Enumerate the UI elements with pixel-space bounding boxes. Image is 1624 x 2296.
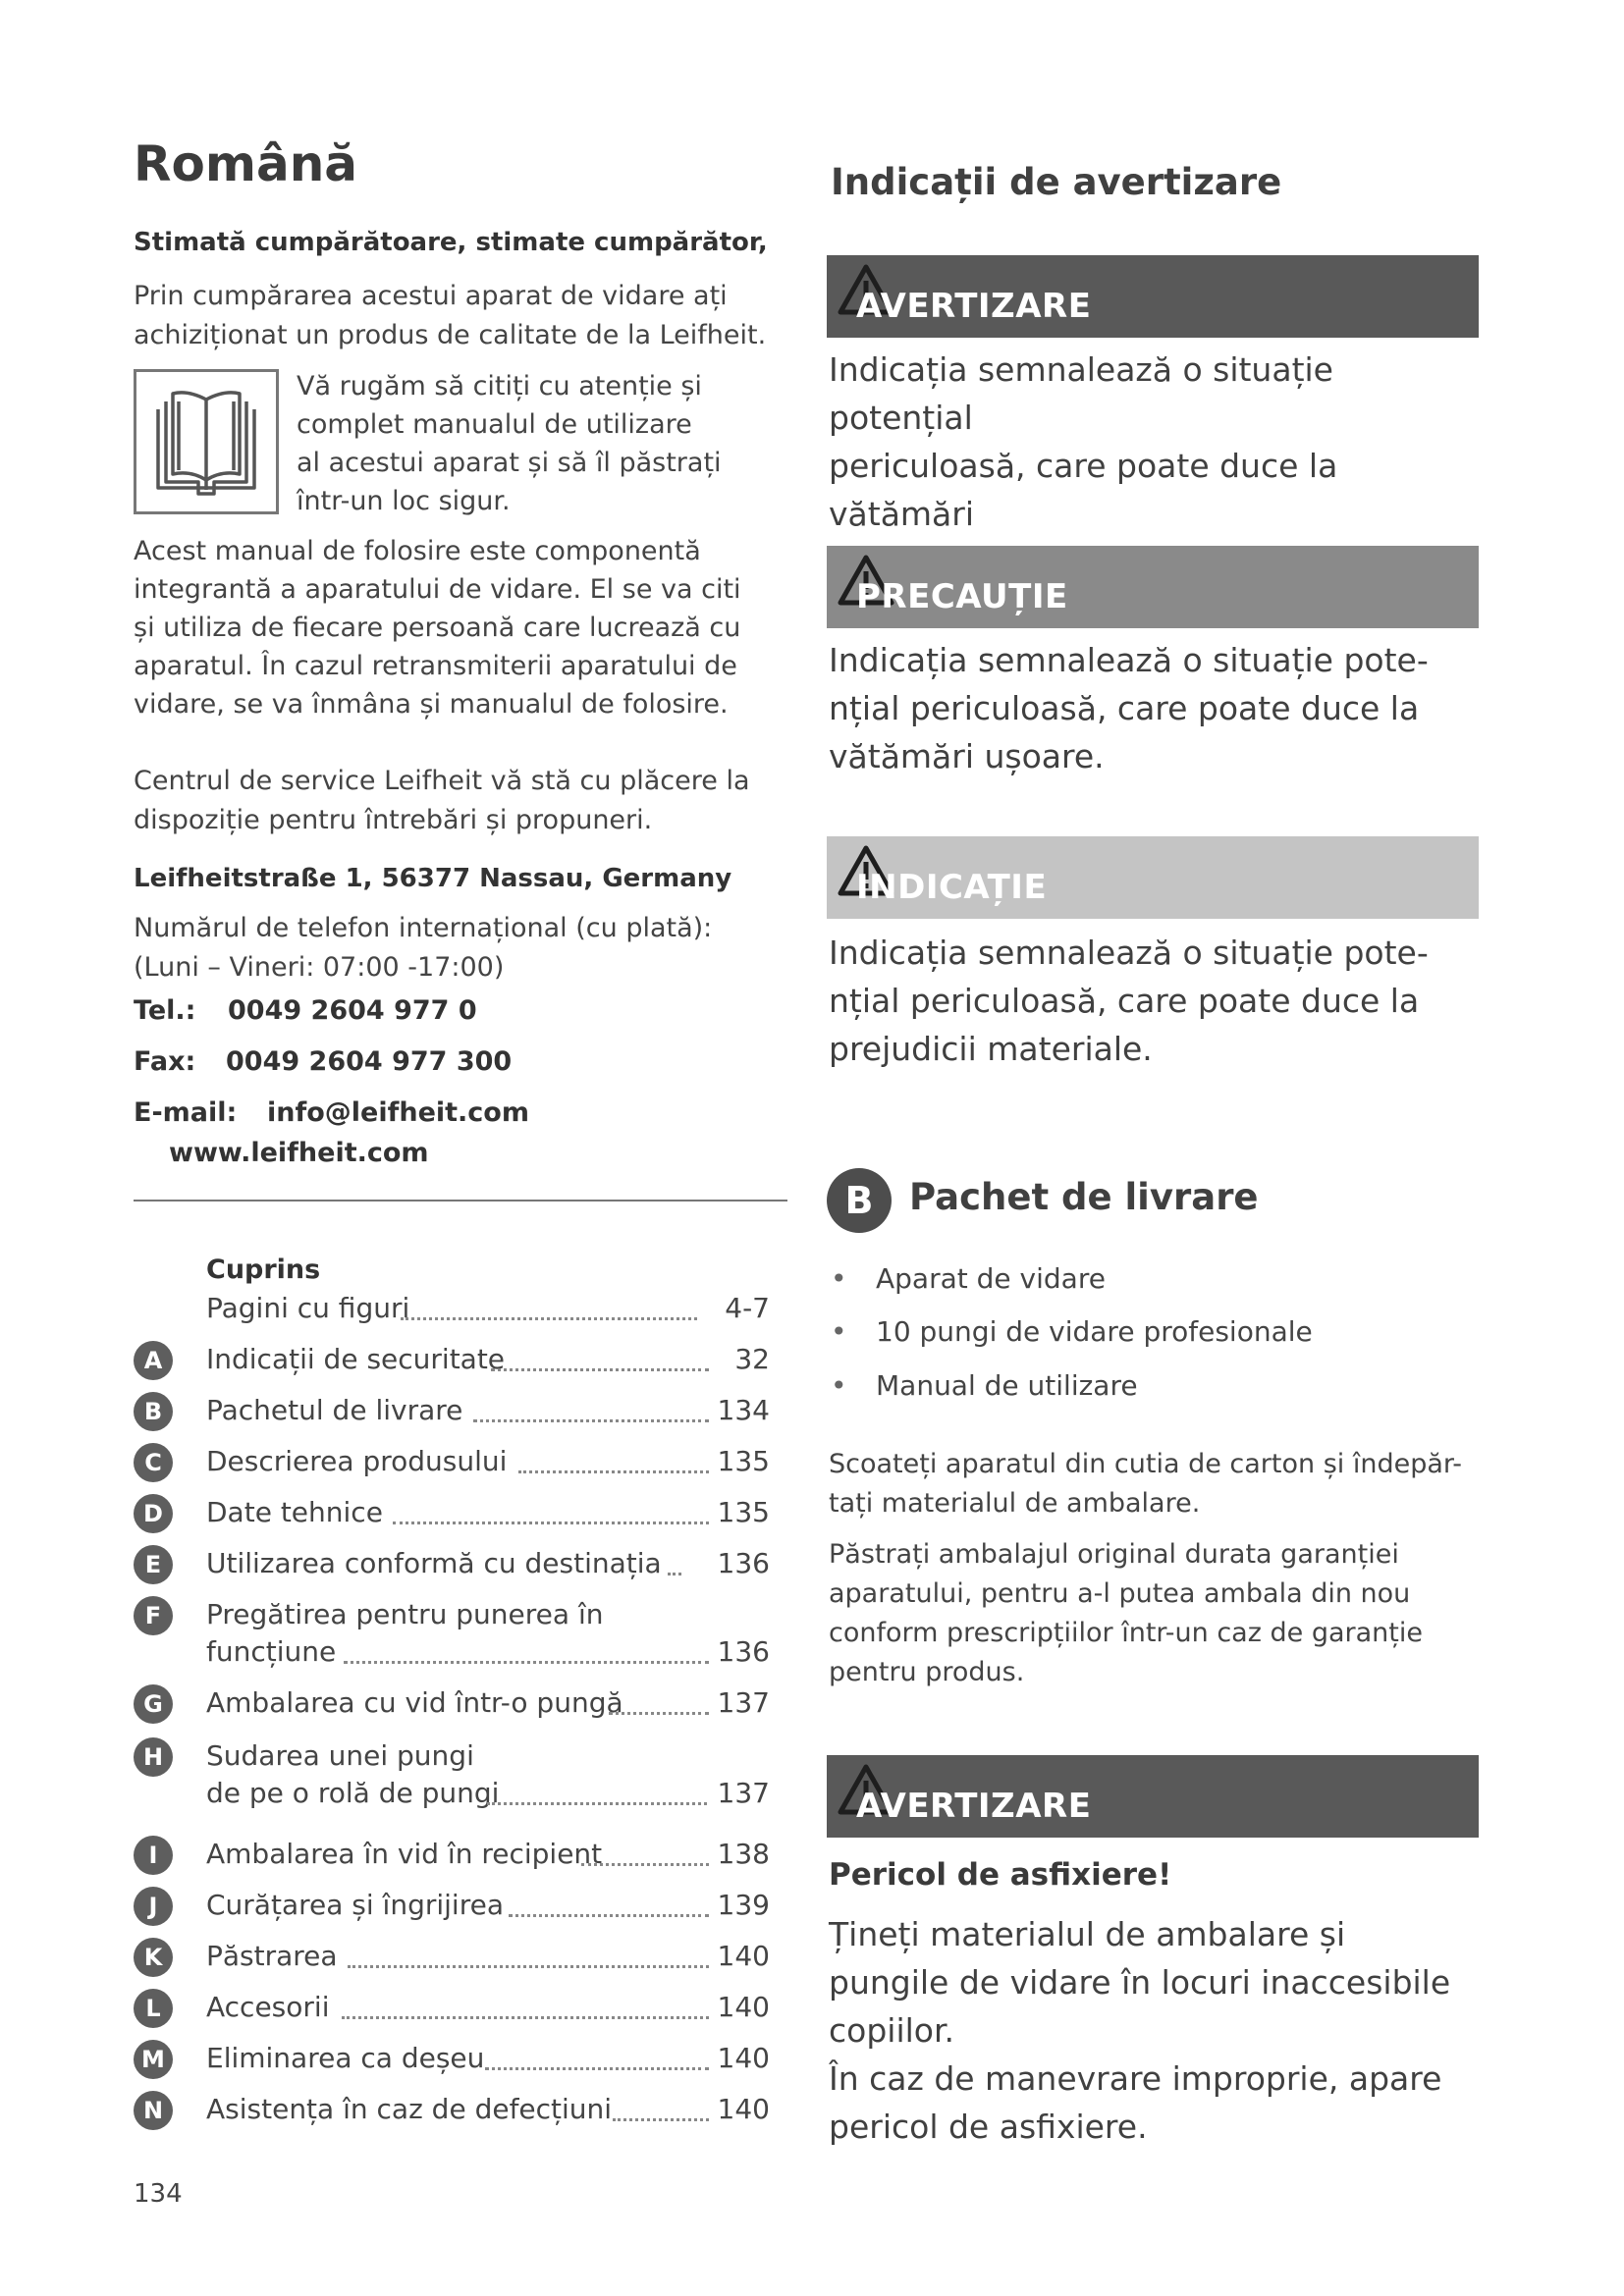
toc-page-number: 140 xyxy=(717,1940,770,1972)
toc-label: Date tehnice xyxy=(206,1496,383,1528)
email-link[interactable]: info@leifheit.com xyxy=(267,1097,529,1128)
toc-title: Cuprins xyxy=(206,1255,321,1285)
section-badge: J xyxy=(134,1887,173,1926)
packaging-text: Păstrați ambalajul original durata garanției aparatului, pentru a-l putea ambala din nou conform prescripțiilor într-un caz de garanție pentru produs. xyxy=(829,1539,1423,1687)
toc-label: Curățarea și îngrijirea xyxy=(206,1889,504,1921)
dot-leader xyxy=(473,1419,709,1422)
warning-bar xyxy=(827,1755,1479,1838)
dot-leader xyxy=(344,1661,709,1664)
toc-entry[interactable] xyxy=(134,1940,770,1977)
caution-bar xyxy=(827,546,1479,628)
toc-label: Eliminarea ca deșeu xyxy=(206,2042,485,2074)
toc-label: Utilizarea conformă cu destinația xyxy=(206,1547,662,1579)
fax-row: Fax: 0049 2604 977 300 xyxy=(134,1046,513,1077)
dot-leader xyxy=(509,1914,709,1917)
toc-page-number: 135 xyxy=(717,1445,770,1477)
toc-page-number: 135 xyxy=(717,1496,770,1528)
toc-entry[interactable] xyxy=(134,1598,770,1673)
intro-text: Prin cumpărarea acestui aparat de vidare ați achiziționat un produs de calitate de la Leifheit. xyxy=(134,281,767,350)
section-badge: B xyxy=(827,1168,892,1233)
warnings-heading: Indicații de avertizare xyxy=(831,161,1282,203)
dot-leader xyxy=(613,2118,709,2121)
section-badge: E xyxy=(134,1545,173,1584)
warning-label: AVERTIZARE xyxy=(856,287,1092,326)
toc-entry[interactable] xyxy=(134,2042,770,2079)
toc-entry[interactable] xyxy=(134,1343,770,1380)
toc-entry[interactable] xyxy=(134,1686,770,1724)
dot-leader xyxy=(518,1470,709,1473)
toc-entry[interactable] xyxy=(134,1496,770,1533)
section-badge: A xyxy=(134,1341,173,1380)
section-badge: B xyxy=(134,1392,173,1431)
toc-label: Păstrarea xyxy=(206,1940,338,1972)
toc-page-number: 138 xyxy=(717,1838,770,1870)
toc-page-number: 32 xyxy=(734,1343,770,1375)
greeting: Stimată cumpărătoare, stimate cumpărător, xyxy=(134,228,768,257)
page-number: 134 xyxy=(134,2179,183,2209)
toc-page-number: 4-7 xyxy=(725,1292,770,1324)
toc-entry[interactable] xyxy=(134,1838,770,1875)
toc-label: Accesorii xyxy=(206,1991,330,2023)
fax-number: 0049 2604 977 300 xyxy=(226,1046,513,1077)
section-badge: H xyxy=(134,1737,173,1777)
bullet-icon: • xyxy=(831,1262,847,1295)
dot-leader xyxy=(401,1317,697,1320)
toc-label: Asistența în caz de defecțiuni xyxy=(206,2093,613,2125)
notice-bar xyxy=(827,836,1479,919)
toc-label: Pregătirea pentru punerea în xyxy=(206,1598,604,1630)
warning-label: AVERTIZARE xyxy=(856,1787,1092,1826)
section-badge: K xyxy=(134,1938,173,1977)
dot-leader xyxy=(668,1573,681,1575)
section-badge: F xyxy=(134,1596,173,1635)
dot-leader xyxy=(393,1522,709,1524)
section-badge: N xyxy=(134,2091,173,2130)
section-badge: G xyxy=(134,1684,173,1724)
toc-label: Pagini cu figuri xyxy=(206,1292,410,1324)
toc-label: funcțiune xyxy=(206,1635,337,1668)
toc-page-number: 134 xyxy=(717,1394,770,1426)
toc-entry[interactable] xyxy=(134,1889,770,1926)
service-text: Centrul de service Leifheit vă stă cu plăcere la dispoziție pentru întrebări și propuneri. xyxy=(134,766,750,835)
toc-page-number: 136 xyxy=(717,1635,770,1668)
section-title: Pachet de livrare xyxy=(909,1176,1259,1218)
toc-page-number: 140 xyxy=(717,1991,770,2023)
section-badge: M xyxy=(134,2040,173,2079)
toc-page-number: 140 xyxy=(717,2093,770,2125)
notice-label: INDICAȚIE xyxy=(856,868,1048,907)
toc-label: Descrierea produsului xyxy=(206,1445,508,1477)
dot-leader xyxy=(485,2067,709,2070)
page-title: Română xyxy=(134,135,358,192)
toc-entry[interactable] xyxy=(134,1445,770,1482)
toc-entry[interactable] xyxy=(134,1292,770,1329)
toc-entry[interactable] xyxy=(134,2093,770,2130)
dot-leader xyxy=(342,2016,709,2019)
toc-page-number: 139 xyxy=(717,1889,770,1921)
toc-label: Pachetul de livrare xyxy=(206,1394,463,1426)
dot-leader xyxy=(487,1802,707,1805)
company-address: Leifheitstraße 1, 56377 Nassau, Germany xyxy=(134,864,732,893)
toc-page-number: 137 xyxy=(717,1777,770,1809)
section-badge: I xyxy=(134,1836,173,1875)
section-badge: C xyxy=(134,1443,173,1482)
dot-leader xyxy=(491,1368,709,1371)
toc-label: de pe o rolă de pungi xyxy=(206,1777,500,1809)
notice-description: Indicația semnalează o situație pote- nțial periculoasă, care poate duce la prejudicii materiale. xyxy=(829,934,1429,1068)
phone-info: Numărul de telefon internațional (cu plată): (Luni – Vineri: 07:00 -17:00) xyxy=(134,913,713,983)
bullet-icon: • xyxy=(831,1369,847,1402)
toc-entry[interactable] xyxy=(134,1739,770,1814)
manual-notice-text: Acest manual de folosire este componentă integrantă a aparatului de vidare. El se va citi și utiliza de fiecare persoană care lucrează cu aparatul. În cazul retransmiterii aparatului de vidare, se va înmâna și manualul de folosire. xyxy=(134,536,741,720)
dot-leader xyxy=(609,1712,709,1715)
toc-entry[interactable] xyxy=(134,1394,770,1431)
toc-page-number: 136 xyxy=(717,1547,770,1579)
section-divider xyxy=(134,1200,787,1201)
toc-label: Ambalarea în vid în recipient xyxy=(206,1838,603,1870)
caution-label: PRECAUȚIE xyxy=(856,577,1068,616)
open-book-icon xyxy=(134,369,279,514)
caution-description: Indicația semnalează o situație pote- nțial periculoasă, care poate duce la vătămări ușoare. xyxy=(829,641,1429,775)
section-badge: D xyxy=(134,1494,173,1533)
dot-leader xyxy=(581,1863,709,1866)
tel-row: Tel.: 0049 2604 977 0 xyxy=(134,995,477,1026)
dot-leader xyxy=(348,1965,709,1968)
toc-label: Indicații de securitate xyxy=(206,1343,506,1375)
toc-entry[interactable] xyxy=(134,1991,770,2028)
section-badge: L xyxy=(134,1989,173,2028)
toc-entry[interactable] xyxy=(134,1547,770,1584)
toc-label: Sudarea unei pungi xyxy=(206,1739,474,1772)
warning-description: Indicația semnalează o situație potențial periculoasă, care poate duce la vătămări xyxy=(829,350,1338,533)
warning-bar xyxy=(827,255,1479,338)
website-link[interactable]: www.leifheit.com xyxy=(169,1138,429,1168)
bullet-icon: • xyxy=(831,1315,847,1348)
danger-description: Țineți materialul de ambalare și pungile de vidare în locuri inaccesibile copiilor. În caz de manevrare improprie, apare pericol de asfixiere. xyxy=(829,1915,1451,2146)
tel-number: 0049 2604 977 0 xyxy=(228,995,477,1026)
toc-label: Ambalarea cu vid într-o pungă xyxy=(206,1686,623,1719)
toc-page-number: 137 xyxy=(717,1686,770,1719)
read-manual-text: Vă rugăm să citiți cu atenție și complet manualul de utilizare al acestui aparat și să îl păstrați într-un loc sigur. xyxy=(297,371,722,516)
toc-page-number: 140 xyxy=(717,2042,770,2074)
unpack-text: Scoateți aparatul din cutia de carton și îndepăr- tați materialul de ambalare. xyxy=(829,1449,1463,1519)
email-row: E-mail: info@leifheit.com xyxy=(134,1097,529,1128)
danger-title: Pericol de asfixiere! xyxy=(829,1857,1172,1893)
